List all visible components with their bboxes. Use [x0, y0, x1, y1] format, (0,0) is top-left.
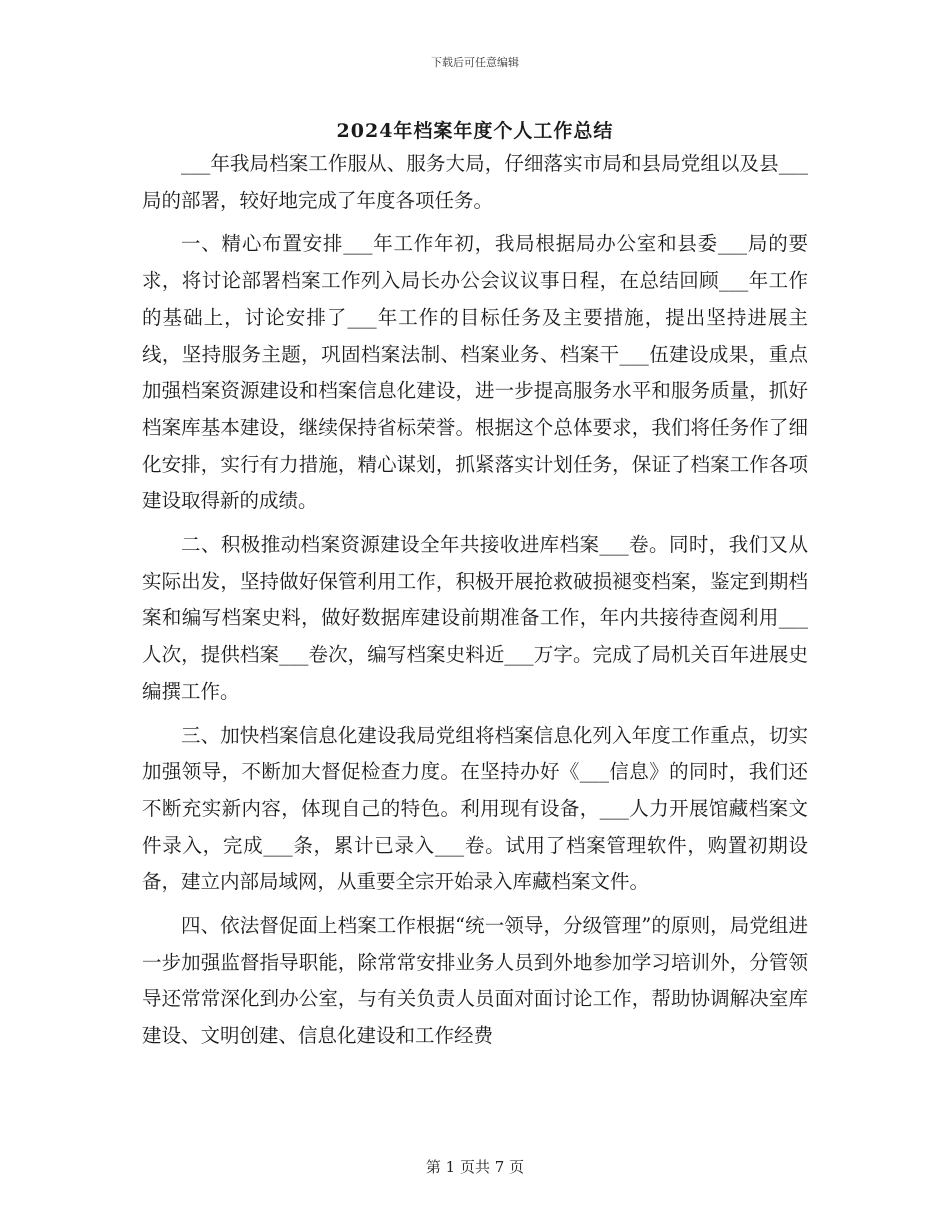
page-footer: 第 1 页共 7 页	[425, 1158, 525, 1176]
paragraph-section-4: 四、依法督促面上档案工作根据“统一领导，分级管理”的原则，局党组进一步加强监督指导职能，除常常安排业务人员到外地参加学习培训外，分管领导还常常深化到办公室，与有关负责人员面对面讨论工作，帮助协调解决室库建设、文明创建、信息化建设和工作经费	[142, 914, 808, 1048]
paragraph-section-2: 二、积极推动档案资源建设全年共接收进库档案___卷。同时，我们又从实际出发，坚持做好保管利用工作，积极开展抢救破损褪变档案，鉴定到期档案和编写档案史料，做好数据库建设前期准备工作，年内共接待查阅利用___人次，提供档案___卷次，编写档案史料近___万字。完成了局机关百年进展史编撰工作。	[142, 533, 808, 703]
paragraph-section-1: 一、精心布置安排___年工作年初，我局根据局办公室和县委___局的要求，将讨论部署档案工作列入局长办公会议议事日程，在总结回顾___年工作的基础上，讨论安排了___年工作的目标任务及主要措施，提出坚持进展主线，坚持服务主题，巩固档案法制、档案业务、档案干___伍建设成果，重点加强档案资源建设和档案信息化建设，进一步提高服务水平和服务质量，抓好档案库基本建设，继续保持省标荣誉。根据这个总体要求，我们将任务作了细化安排，实行有力措施，精心谋划，抓紧落实计划任务，保证了档案工作各项建设取得新的成绩。	[142, 232, 808, 513]
paragraph-section-3: 三、加快档案信息化建设我局党组将档案信息化列入年度工作重点，切实加强领导，不断加大督促检查力度。在坚持办好《___信息》的同时，我们还不断充实新内容，体现自己的特色。利用现有设备，___人力开展馆藏档案文件录入，完成___条，累计已录入___卷。试用了档案管理软件，购置初期设备，建立内部局域网，从重要全宗开始录入库藏档案文件。	[142, 723, 808, 894]
document-body	[142, 146, 808, 1062]
header-note: 下载后可任意编辑	[431, 56, 519, 69]
paragraph-intro: ___年我局档案工作服从、服务大局，仔细落实市局和县局党组以及县___局的部署，较好地完成了年度各项任务。	[142, 152, 808, 212]
document-title: 2024年档案年度个人工作总结	[336, 120, 614, 142]
